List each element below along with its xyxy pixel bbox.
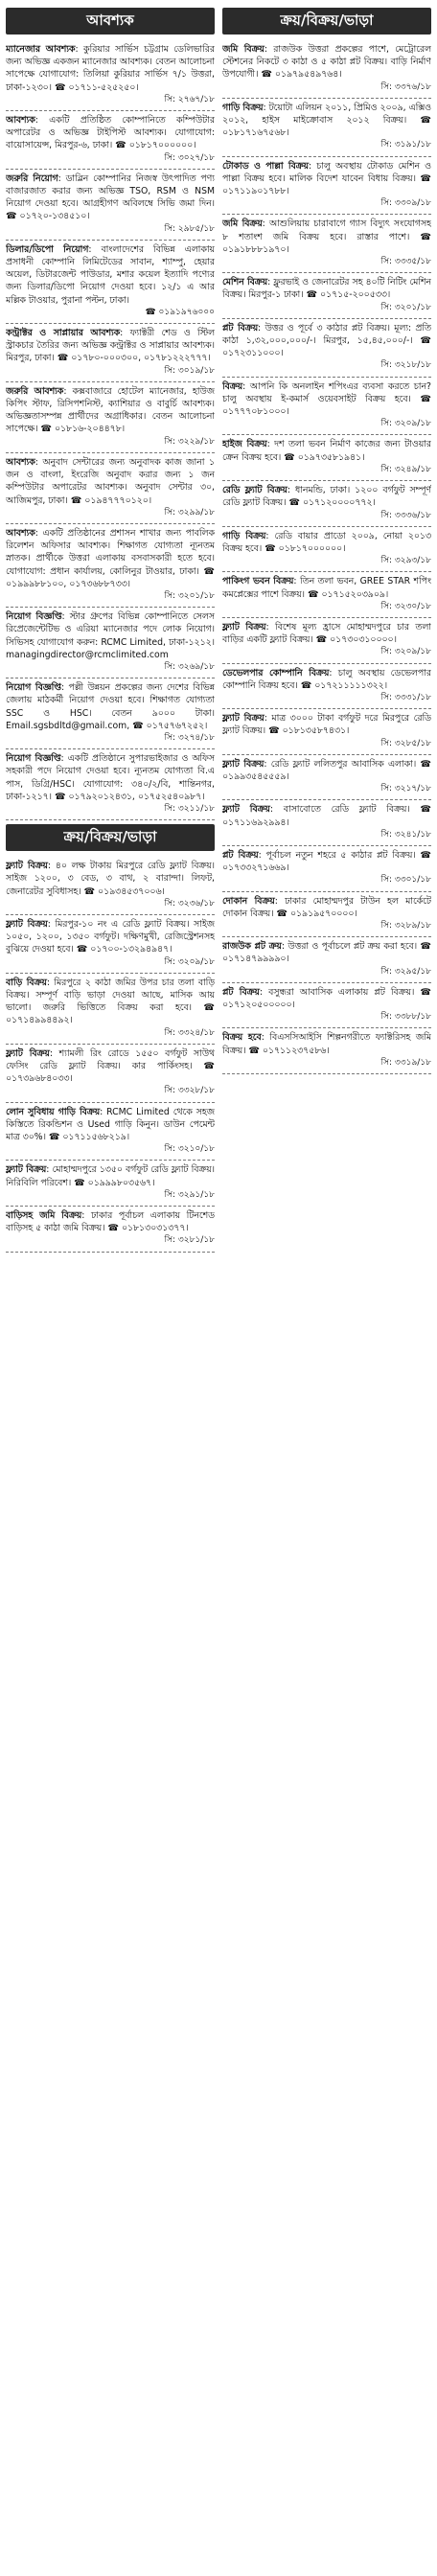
ad-code: সি: ৩০২৭/১৮ [164, 152, 215, 163]
ad-title: ফ্ল্যাট বিক্রয় [6, 1047, 50, 1059]
ad-code: সি: ৩৩০১/১৮ [380, 875, 431, 886]
ad-code: সি: ৩৩৩১/১৮ [380, 692, 431, 702]
left-column [6, 4, 215, 2572]
ad-body: : ফ্লুরভাই ও জেনারেটর সহ ৪০টি নিটিং মেশিন বিক্রয়। মিরপুর-১ ঢাকা। ☎ ০১৭১৫-২০০৫৩৩। [222, 277, 431, 301]
ad-title: ডিলার/ডিপো নিয়োগ [6, 243, 89, 255]
ad-code: সি: ৩৩২৪/১৮ [164, 1027, 215, 1038]
classified-ad [222, 40, 431, 99]
ad-body: : পূর্বাচল নতুন শহরে ৫ কাঠার প্লট বিক্রয়। ☎ ০১৭৩৩২৭১৬৬৯। [222, 849, 431, 874]
classified-ad [6, 40, 215, 111]
ad-title: ফ্ল্যাট বিক্রয় [222, 713, 264, 724]
ad-body: : ঢাকার পূর্বাচল এলাকায় টিনশেড বাড়িসহ ৫ কাঠা জমি বিক্রয়। ☎ ০১৮১৩০৩১৩৭৭। [6, 1210, 215, 1234]
ad-body: : শ্যামলী রিং রোডে ১৫৫০ বর্গফুট সাউথ ফেসিং রেডি ফ্ল্যাট বিক্রয়। কার পার্কিংসহ। ☎ ০১৭৩৯৬৮৪০৩৩। [6, 1047, 215, 1085]
classified-ad [6, 324, 215, 382]
classified-ad [222, 892, 431, 938]
ad-code: সি: ৩১৯১/১৮ [380, 140, 431, 150]
ad-code: সি: ৩২১৮/১৮ [380, 360, 431, 371]
classified-ad [222, 157, 431, 216]
classified-ad [6, 974, 215, 1045]
ad-title: ম্যানেজার আবশ্যক [6, 44, 76, 55]
classified-ad [222, 481, 431, 527]
classified-ad [6, 1207, 215, 1253]
ad-code: সি: ৩২৮৫/১৮ [380, 738, 431, 748]
classified-ad [6, 749, 215, 820]
ad-body: : বাংলাদেশের বিভিন্ন এলাকায় প্রসাধনী কোম্পানি লিমিটেডের সাবান, শ্যাম্পু, হেয়ার অয়েল, ডিটারজেন্ট পাউডার, মশার কয়েল ইত্যাদি পণ্যের জন্য ডিলার/ডিপো নিয়োগ দেওয়া হবে। ১২/১ এ আর মল্লিক টাওয়ার, পুরানা পল্টন, ঢাকা। [6, 243, 215, 306]
ad-body: : ডাব্লিন কোম্পানির নিজস্ব উৎপাদিত পণ্য বাজারজাত করার জন্য অভিজ্ঞ TSO, RSM ও NSM নিয়োগ দেওয়া হবে। আগ্রহীগণ অবিলম্বে সিভি জমা দিন। ☎ ০১৭২০-১৩৪৫১০। [6, 172, 215, 222]
ad-code: সি: ৩২০৯/১৮ [380, 419, 431, 429]
ad-body: : ৪০ লক্ষ টাকায় মিরপুরে রেডি ফ্ল্যাট বিক্রয়। সাইজ ১২০০, ৩ বেড, ৩ বাথ, ২ বারান্দা। লিফট, জেনারেটর সুবিধাসহ। ☎ ০১৯৩৪৫৩৭০০৬। [6, 861, 215, 897]
ad-body: : ঢাকার মোহাম্মদপুর টাউন হল মার্কেটে দোকান বিক্রয়। ☎ ০১৯১৯৫৭০০০০। [222, 895, 431, 919]
ad-body: : বাসাবোতে রেডি ফ্ল্যাট বিক্রয়। ☎ ০১৭১১৬৯২৯৯৪। [222, 804, 431, 828]
ad-body: : বিএসসিআইসি শিল্পনগরীতে ফ্যাক্টরিসহ জমি বিক্রয়। ☎ ০১৭১১২৩৭৫৮৬। [222, 1032, 431, 1056]
ad-title: হাইজ বিক্রয় [222, 439, 267, 450]
ad-title: ফ্ল্যাট বিক্রয় [222, 621, 266, 632]
classified-ad [6, 1103, 215, 1162]
ad-body: : রাজউক উত্তরা প্রকল্পের পাশে, মেট্রোরেল স্টেশনের নিকটে ৩ কাঠা ও ৫ কাঠা প্লট বিক্রয়। বাড়ি নির্মাণ উপযোগী। ☎ ০১৯৭৯৫৪৯৭৬৪। [222, 44, 431, 80]
ad-body: : পল্লী উন্নয়ন প্রকল্পের জন্য দেশের বিভিন্ন জেলায় মাঠকর্মী নিয়োগ দেওয়া হবে। শিক্ষাগত যোগ্যতা SSC ও HSC। বেতন ৯০০০ টাকা। Email.sgsbdltd@gmail.com, ☎ ০১৭৫৭৬৭২৫২। [6, 682, 215, 731]
ad-code: সি: ৩২০৯/১৮ [380, 647, 431, 657]
ad-body: : একটি প্রতিষ্ঠানে সুপারভাইজার ও অফিস সহকারী পদে নিয়োগ দেওয়া হবে। ন্যূনতম যোগ্যতা বি.এ পাস, ডিগ্রি/HSC। যোগাযোগ: ৩৪০/২/বি, শান্তিনগর, ঢাকা-১২১৭। ☎ ০১৭৯২০১২৪৩১, ০১৭৫২৫৪০৯৮৭। [6, 753, 215, 802]
right-column [222, 4, 431, 2572]
ad-title: আবশ্যক [6, 456, 35, 468]
ad-body: : দশ তলা ভবন নির্মাণ কাজের জন্য টাওয়ার ক্রেন বিক্রয় হবে। ☎ ০১৯৭৩৫৮১৯৪১। [222, 439, 431, 463]
ad-code: সি: ৩২১০/১৮ [164, 1144, 215, 1155]
ad-body: : মোহাম্মদপুরে ১৩৫০ বর্গফুট রেডি ফ্ল্যাট বিক্রয়। নিরিবিলি পরিবেশ। ☎ ০১৯৯৯৮০৩৫৬৭। [6, 1164, 215, 1188]
ad-title: জরুরি আবশ্যক [6, 385, 64, 397]
ad-body: : একটি প্রতিষ্ঠিত কোম্পানিতে কম্পিউটার অপারেটর ও অভিজ্ঞ টাইপিস্ট আবশ্যক। যোগাযোগ: বায়োসায়েন্স, মিরপুর-৬, ঢাকা। ☎ ০১৮১৭০০০০০০। [6, 115, 215, 151]
ad-code: সি: ৩২০১/১৮ [380, 302, 431, 312]
ad-title: প্লট বিক্রয় [222, 849, 259, 861]
ad-body: : RCMC Limited থেকে সহজ কিস্তিতে রিকন্ডিশন ও Used গাড়ি কিনুন। ডাউন পেমেন্ট মাত্র ৩০%। ☎ ০১৭১১৫৬৮২১৯। [6, 1106, 215, 1143]
ad-code: সি: ৩২৯৫/১৮ [380, 966, 431, 977]
ad-title: প্লট বিক্রয় [222, 322, 259, 334]
ad-code: সি: ৩২৬৯/১৮ [164, 661, 215, 672]
classified-ad [222, 755, 431, 801]
section-header: ক্রয়/বিক্রয়/ভাড়া [6, 824, 215, 851]
ad-title: টোকাড ও পাল্লা বিক্রয় [222, 160, 310, 172]
ad-code: সি: ৩২৯১/১৮ [164, 1189, 215, 1200]
ad-title: বিক্রয় [222, 380, 243, 392]
ad-body: : বিশেষ মূল্য হ্রাসে মোহাম্মদপুরে চার তলা বাড়ির একটি ফ্ল্যাট বিক্রয়। ☎ ০১৭৩০৩১০০০০। [222, 621, 431, 646]
ad-code: সি: ৩৩৮৮/১৮ [380, 1012, 431, 1023]
ad-body: : মিরপুরে ২ কাঠা জমির উপর চার তলা বাড়ি বিক্রয়। সম্পূর্ণ বাড়ি ভাড়া দেওয়া আছে, মাসিক আয় ভালো। জরুরি ভিত্তিতে বিক্রয় করা হবে। ☎ ০১৭১৪৯৯৪৪৯২। [6, 977, 215, 1026]
ad-title: ফ্ল্যাট বিক্রয় [6, 918, 48, 930]
ad-title: দোকান বিক্রয় [222, 895, 275, 907]
ad-code: সি: ৩০১৯/১৮ [164, 365, 215, 376]
ad-code: সি: ৩২৩৬/১৮ [164, 898, 215, 908]
ad-code: সি: ৩২০৯/১৮ [164, 956, 215, 967]
ad-body: : রেডি বায়ার প্রাডো ২০০৯, নোয়া ২০১৩ বিক্রয় হবে। ☎ ০১৮১৭০০০০০০। [222, 530, 431, 554]
ad-code: সি: ২৯৮৫/১৮ [164, 223, 215, 234]
ad-title: জরুরি নিয়োগ [6, 172, 58, 184]
ad-title: রেডি ফ্ল্যাট বিক্রয় [222, 485, 288, 496]
ad-title: গাড়ি বিক্রয় [222, 530, 266, 541]
classified-ad [222, 99, 431, 157]
ad-body: : বসুন্ধরা আবাসিক এলাকায় প্লট বিক্রয়। ☎ ০১৭১২০৫০০০০০। [222, 986, 431, 1010]
ad-code: সি: ৩৩২৮/১৮ [164, 1086, 215, 1096]
ad-title: পাকিংগ ভবন বিক্রয় [222, 576, 294, 587]
classified-ad [222, 618, 431, 664]
ad-body: : উত্তর ও পূর্বে ৩ কাঠার প্লট বিক্রয়। মূল্য: প্রতি কাঠা ১,৩২,০০০,০০০/-। মিরপুর, ১৫,৪৫,০০০/-। ☎ ০১৭২৩১১০০০। [222, 322, 431, 359]
ad-title: নিয়োগ বিজ্ঞপ্তি [6, 753, 61, 765]
classified-ad [6, 678, 215, 749]
ad-code: সি: ৩৩৩৬/১৮ [380, 510, 431, 520]
ad-body: : চালু অবস্থায় ডেভেলপার কোম্পানি বিক্রয় হবে। ☎ ০১৭২১১১১১৩২২। [222, 667, 431, 691]
ad-code: সি: ৩২৯৩/১৮ [380, 556, 431, 566]
classified-ad [222, 319, 431, 378]
ad-code: সি: ৩২০১/১৮ [164, 590, 215, 601]
ad-code: সি: ৩৩০৯/১৮ [380, 198, 431, 209]
classified-ad [222, 215, 431, 273]
classified-ad [222, 527, 431, 573]
classified-ad [6, 608, 215, 678]
classified-ad [222, 664, 431, 710]
ad-title: লোন সুবিধায় গাড়ি বিক্রয় [6, 1106, 101, 1117]
ad-title: গাড়ি বিক্রয় [222, 102, 264, 113]
ad-code: সি: ৩২৪৯/১৮ [380, 464, 431, 474]
ad-title: ফ্ল্যাট বিক্রয় [222, 758, 264, 770]
ad-code: সি: ৩২১৭/১৮ [380, 784, 431, 794]
ad-body: : মাত্র ৩০০০ টাকা বর্গফুট দরে মিরপুরে রেডি ফ্ল্যাট বিক্রয়। ☎ ০১৮১৩৫৮৭৪৩১। [222, 713, 431, 737]
ad-body: : ধানমন্ডি, ঢাকা। ১২০০ বর্গফুট সম্পূর্ণ রেডি ফ্ল্যাট বিক্রয়। ☎ ০১৭১২০০০০৭৭২। [222, 485, 431, 509]
ad-title: বিক্রয় হবে [222, 1032, 262, 1044]
classified-ad [222, 435, 431, 481]
ad-body: : অনুবাদ সেন্টারের জন্য অনুবাদক কাজ জানা ১ জন ও বাংলা, ইংরেজি অনুবাদ করার জন্য ১ জন কম্পিউটার অপারেটর আবশ্যক। অনুবাদ সেন্টার ৩০, আজিমপুর, ঢাকা। ☎ ০১৯৪৭৭৭০১২০। [6, 456, 215, 506]
ad-title: জমি বিক্রয় [222, 218, 263, 230]
classified-ad [222, 800, 431, 846]
ad-title: ফ্ল্যাট বিক্রয় [6, 861, 48, 872]
ad-body: : আশুলিয়ায় চারাবাগে গ্যাস বিদ্যুৎ সংযোগসহ ৮ শতাংশ জমি বিক্রয় হবে। রাস্তার পাশে। ☎ ০১৯১৮৮৮১৯৭০। [222, 218, 431, 255]
ad-body: : কক্সবাজারে হোটেল ম্যানেজার, হাউজ কিপিং স্টাফ, রিসিপশনিস্ট, ক্যাশিয়ার ও বাবুর্চি আবশ্যক। অভিজ্ঞতাসম্পন্ন প্রার্থীদের অগ্রাধিকার। বেতন আলোচনা সাপেক্ষে। ☎ ০১৮১৬-২০৪৪৭৮। [6, 385, 215, 435]
ad-title: ফ্ল্যাট বিক্রয় [222, 804, 270, 816]
ad-title: মেশিন বিক্রয় [222, 277, 268, 288]
ad-title: ডেভেলপার কোম্পানি বিক্রয় [222, 667, 330, 678]
ad-code: ☎ ০১৯১৯৭৬০০০ [145, 307, 215, 317]
classified-ad [6, 170, 215, 241]
ad-code: সি: ৩২৯৯/১৮ [164, 507, 215, 518]
ad-title: রাজউক প্লট ক্রয় [222, 941, 282, 953]
classified-ad [6, 1161, 215, 1207]
ad-body: : স্টার গ্রুপের বিভিন্ন কোম্পানিতে সেলস রিপ্রেজেন্টেটিভ ও এরিয়া ম্যানেজার পদে লোক নিয়োগ। সিভিসহ যোগাযোগ করুন: RCMC Limited, ঢাকা-১২১২। managingdirector@rcmclimited.com [6, 611, 215, 660]
classified-ad [222, 378, 431, 436]
ad-code: সি: ৩২৪১/১৮ [380, 829, 431, 840]
classified-ad [222, 273, 431, 319]
section-header: আবশ্যক [6, 8, 215, 34]
classified-ad [6, 241, 215, 324]
ad-body: : তিন তলা ভবন, GREE STAR শপিং কমপ্লেক্সের পাশে বিক্রয়। ☎ ০১৭১৫২০৩৯০৯। [222, 576, 431, 600]
classified-ad [222, 937, 431, 983]
classified-ad [222, 1028, 431, 1074]
ad-title: নিয়োগ বিজ্ঞপ্তি [6, 611, 62, 623]
ad-body: : মিরপুর-১০ নং এ রেডি ফ্ল্যাট বিক্রয়। সাইজ ১০৫০, ১২০০, ১৩৫০ বর্গফুট। দক্ষিণমুখী, রেজিস্ট্রেশনসহ বুঝিয়ে দেওয়া হবে। ☎ ০১৭০০-১৩২৯৪৯৪৭। [6, 918, 215, 955]
ad-title: কন্ট্রাক্টর ও সাপ্লায়ার আবশ্যক [6, 328, 121, 339]
classified-ad [222, 572, 431, 618]
ad-body: : একটি প্রতিষ্ঠানের প্রশাসন শাখার জন্য পাবলিক রিলেশন অফিসার আবশ্যক। শিক্ষাগত যোগ্যতা ন্যূনতম স্নাতক। প্রার্থীকে উত্তরা এলাকায় বসবাসকারী হতে হবে। যোগাযোগ: প্রধান কার্যালয়, কোলিনুর টাওয়ার, ঢাকা। ☎ ০১৯৯৯৮৮১০০, ০১৭৩৬৮৮৭৩৩। [6, 527, 215, 589]
ad-body: : আপনি কি অনলাইন শপিংএর ব্যবসা করতে চান? চালু অবস্থায় ই-কমার্স ওয়েবসাইট বিক্রয় হবে। ☎ ০১৭৭৭০৮১০০০। [222, 380, 431, 418]
ad-title: নিয়োগ বিজ্ঞপ্তি [6, 682, 61, 694]
classified-ad [6, 382, 215, 453]
ad-code: সি: ৩৩৭৬/১৮ [380, 81, 431, 92]
ad-body: : টয়োটা এলিয়ন ২০১১, প্রিমিও ২০০৯, এক্সিও ২০১২, হাইস মাইক্রোবাস ২০১২ বিক্রয়। ☎ ০১৮১৭১৬৭৫৬৮। [222, 102, 431, 139]
classified-ad [222, 709, 431, 755]
ad-code: সি: ৩২৭৪/১৮ [164, 732, 215, 743]
ad-code: সি: ৩৩৩৫/১৮ [380, 257, 431, 267]
ad-body: : কুরিয়ার সার্ভিস চট্টগ্রাম ডেলিভারির জন্য অভিজ্ঞ একজন ম্যানেজার আবশ্যক। বেতন আলোচনা সাপেক্ষে যোগাযোগ: তিলিয়া কুরিয়ার সার্ভিস ৭/১ উত্তরা, ঢাকা-১২৩০। ☎ ০১৭১১-৫২৫২৫০। [6, 44, 215, 93]
ad-title: প্লট বিক্রয় [222, 986, 260, 998]
ad-title: বাড়ি বিক্রয় [6, 977, 47, 988]
classified-ad [6, 111, 215, 170]
ad-body: : ফ্যাক্টরী শেড ও স্টিল স্ট্রাকচার তৈরির জন্য অভিজ্ঞ কন্ট্রাক্টর ও সাপ্লায়ার আবশ্যক। মিরপুর, ঢাকা। ☎ ০১৭৮০-০০০৩০০, ০১৭৮১২২২৭৭৭। [6, 328, 215, 364]
section-header: ক্রয়/বিক্রয়/ভাড়া [222, 8, 431, 34]
ad-code: সি: ২৭৬৭/১৮ [164, 94, 215, 104]
ad-code: সি: ৩২১১/১৮ [164, 803, 215, 814]
classified-ad [6, 524, 215, 608]
classified-ad [6, 915, 215, 974]
ad-code: সি: ৩২২৯/১৮ [164, 436, 215, 447]
classified-ad [6, 857, 215, 915]
classified-ad [6, 1045, 215, 1103]
ad-code: সি: ৩২৮৯/১৮ [380, 920, 431, 931]
classified-ad [222, 983, 431, 1029]
ad-title: বাড়িসহ জমি বিক্রয় [6, 1210, 82, 1222]
ad-body: : রেডি ফ্ল্যাট ললিতপুর আবাসিক এলাকা। ☎ ০১৯৯৩৫৪৫৫৫৯। [222, 758, 431, 782]
classified-ad [222, 846, 431, 892]
classified-ad [6, 453, 215, 524]
ad-code: সি: ৩২৩০/১৮ [380, 601, 431, 611]
ad-title: আবশ্যক [6, 115, 35, 126]
ad-code: সি: ৩৩১৯/১৮ [380, 1057, 431, 1068]
ad-body: : উত্তরা ও পূর্বাচলে প্লট ক্রয় করা হবে। ☎ ০১৭১৪৭৯৯৯৯০। [222, 941, 431, 965]
ad-code: সি: ৩২৮১/১৮ [164, 1235, 215, 1246]
ad-title: আবশ্যক [6, 527, 35, 539]
ad-title: জমি বিক্রয় [222, 44, 264, 55]
ad-body: : চালু অবস্থায় টোকাড মেশিন ও পাল্লা বিক্রয় হবে। মালিক বিদেশ যাবেন বিধায় বিক্রয়। ☎ ০১৭১১৯০১৭৮৮। [222, 160, 431, 197]
ad-title: ফ্ল্যাট বিক্রয় [6, 1164, 47, 1176]
